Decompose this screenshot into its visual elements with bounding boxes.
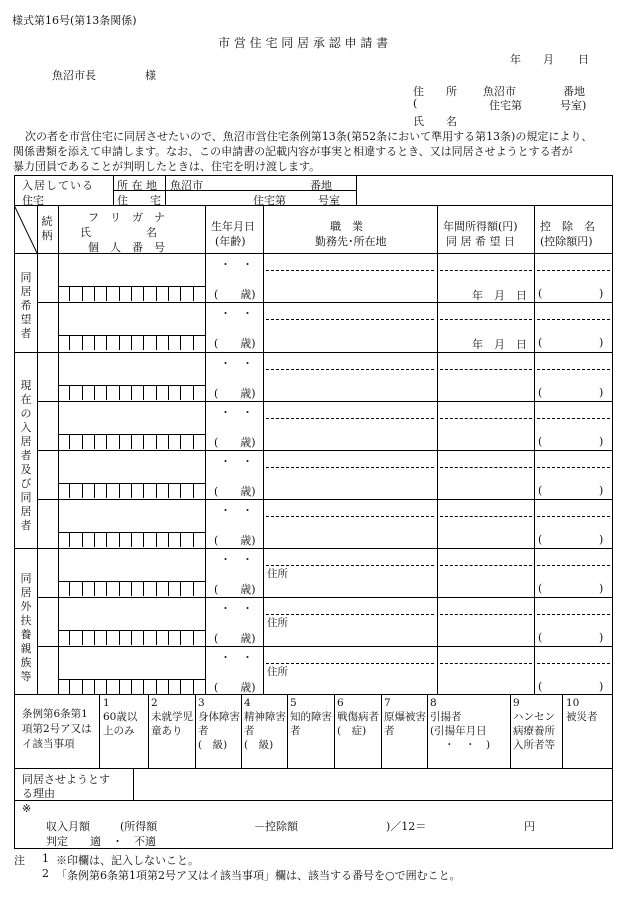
personal-number-boxes[interactable] xyxy=(58,286,205,301)
personal-number-boxes[interactable] xyxy=(58,385,205,400)
ordinance-item-text: 身体障害者 xyxy=(198,711,240,737)
relation-field[interactable] xyxy=(39,403,57,447)
ordinance-item-number: 8 xyxy=(430,697,437,709)
income-field[interactable] xyxy=(440,501,532,545)
dependent-address-label: 住所 xyxy=(267,666,288,678)
addressee-honorific: 様 xyxy=(145,69,156,82)
statement-line-2: 関係書類を添えて申請します。なお、この申請書の記載内容が事実と相違するとき、又は同居させようとする者が xyxy=(13,145,573,158)
birthdate-dots: ・ ・ xyxy=(220,504,253,517)
name-field[interactable] xyxy=(60,599,203,629)
occupation-field[interactable] xyxy=(266,501,434,545)
age-field: ( 歳) xyxy=(214,485,256,498)
form-title: 市 営 住 宅 同 居 承 認 申 請 書 xyxy=(218,36,389,50)
group-dependents: 同居外扶養親族等 xyxy=(20,572,32,683)
ordinance-item-text: 引揚者 xyxy=(430,711,462,723)
reason-field[interactable] xyxy=(140,772,605,796)
occupation-field[interactable] xyxy=(266,599,434,643)
name-field[interactable] xyxy=(60,550,203,580)
group-current-residents: 現在の入居者及び同居者 xyxy=(20,379,32,532)
occupation-field[interactable] xyxy=(266,452,434,496)
age-field: ( 歳) xyxy=(214,288,256,301)
location-city: 魚沼市 xyxy=(170,179,203,192)
deduction-paren-open: ( xyxy=(538,484,543,497)
birthdate-dots: ・ ・ xyxy=(220,357,253,370)
ordinance-item[interactable] xyxy=(337,696,380,738)
age-field: ( 歳) xyxy=(214,436,256,449)
ordinance-item-sub: ( 症) xyxy=(337,725,367,737)
ordinance-item[interactable] xyxy=(290,696,333,738)
deduction-paren-open: ( xyxy=(538,533,543,546)
form-number: 様式第16号(第13条関係) xyxy=(12,14,137,27)
birthdate-dots: ・ ・ xyxy=(220,406,253,419)
relation-field[interactable] xyxy=(39,452,57,496)
header-birth: 生年月日 xyxy=(211,220,255,233)
header-move-date: 同 居 希 望 日 xyxy=(446,235,515,248)
ordinance-item-number: 7 xyxy=(384,697,391,709)
personal-number-boxes[interactable] xyxy=(58,630,205,645)
name-field[interactable] xyxy=(60,354,203,384)
ordinance-item-number: 6 xyxy=(337,697,344,709)
move-date: 年 月 日 xyxy=(472,289,527,302)
occupation-field[interactable] xyxy=(266,403,434,447)
applicant-address-city: 魚沼市 xyxy=(483,85,516,98)
header-deduction-amount: (控除額円) xyxy=(540,235,593,248)
relation-field[interactable] xyxy=(39,648,57,692)
diagonal-corner xyxy=(14,205,38,253)
ordinance-item[interactable] xyxy=(198,696,240,752)
relation-field[interactable] xyxy=(39,354,57,398)
name-field[interactable] xyxy=(60,255,203,285)
ordinance-item-number: 5 xyxy=(290,697,297,709)
ordinance-item-number: 10 xyxy=(566,697,580,709)
relation-field[interactable] xyxy=(39,255,57,299)
income-field[interactable] xyxy=(440,304,532,348)
deduction-paren-open: ( xyxy=(538,631,543,644)
date-month: 月 xyxy=(543,53,554,66)
deduction-field[interactable] xyxy=(537,599,610,643)
applicant-paren: ( xyxy=(413,97,418,110)
deduction-field[interactable] xyxy=(537,304,610,348)
statement-line-3: 暴力団員であることが判明したときは、住宅を明け渡します。 xyxy=(13,160,321,173)
ordinance-item-text: 原爆被害者 xyxy=(384,711,426,737)
note-1-num: 1 xyxy=(42,852,49,865)
residence-label-bottom: 住宅 xyxy=(22,194,44,207)
location-label: 所 在 地 xyxy=(117,179,157,192)
move-date: 年 月 日 xyxy=(472,338,527,351)
income-yen: 円 xyxy=(524,820,535,833)
income-field[interactable] xyxy=(440,648,532,692)
relation-field[interactable] xyxy=(39,501,57,545)
reason-label-top: 同居させようとす xyxy=(22,773,110,786)
deduction-paren-close: ) xyxy=(599,631,604,644)
ordinance-item-text: 被災者 xyxy=(566,711,598,723)
applicant-room: 号室) xyxy=(560,99,587,112)
personal-number-boxes[interactable] xyxy=(58,581,205,596)
applicant-name-label: 氏 名 xyxy=(413,115,457,128)
ordinance-item[interactable] xyxy=(430,696,508,752)
deduction-field[interactable] xyxy=(537,255,610,299)
applicant-banchi: 番地 xyxy=(563,85,585,98)
header-workplace: 勤務先･所在地 xyxy=(315,235,387,248)
deduction-field[interactable] xyxy=(537,550,610,594)
age-field: ( 歳) xyxy=(214,583,256,596)
applicant-address-label: 住 所 xyxy=(413,85,457,98)
birthdate-dots: ・ ・ xyxy=(220,553,253,566)
deduction-paren-open: ( xyxy=(538,680,543,693)
date-day: 日 xyxy=(578,53,589,66)
name-field[interactable] xyxy=(60,648,203,678)
deduction-field[interactable] xyxy=(537,452,610,496)
occupation-field[interactable] xyxy=(266,550,434,594)
judgement: 判定 適 ・ 不適 xyxy=(46,835,156,848)
occupation-field[interactable] xyxy=(266,304,434,348)
age-field: ( 歳) xyxy=(214,337,256,350)
official-mark: ※ xyxy=(22,802,32,815)
ordinance-item-sub: ( 級) xyxy=(198,739,228,751)
ordinance-item[interactable] xyxy=(151,696,194,738)
header-name: 氏 名 xyxy=(80,226,157,239)
location-banchi: 番地 xyxy=(310,179,332,192)
income-shotoku: (所得額 xyxy=(120,820,158,833)
deduction-paren-close: ) xyxy=(599,582,604,595)
header-occupation: 職 業 xyxy=(330,220,363,233)
reason-label-bottom: る理由 xyxy=(22,787,55,800)
ordinance-item[interactable] xyxy=(384,696,426,738)
deduction-paren-close: ) xyxy=(599,533,604,546)
name-field[interactable] xyxy=(60,403,203,433)
deduction-paren-close: ) xyxy=(599,484,604,497)
income-field[interactable] xyxy=(440,599,532,643)
birthdate-dots: ・ ・ xyxy=(220,455,253,468)
age-field: ( 歳) xyxy=(214,387,256,400)
header-personal-number: 個 人 番 号 xyxy=(88,241,165,254)
ordinance-label: 条例第6条第1項第2号ア又はイ該当事項 xyxy=(22,708,92,750)
birthdate-dots: ・ ・ xyxy=(220,651,253,664)
dependent-address-label: 住所 xyxy=(267,617,288,629)
birthdate-dots: ・ ・ xyxy=(220,602,253,615)
occupation-field[interactable] xyxy=(266,255,434,299)
deduction-paren-open: ( xyxy=(538,386,543,399)
ordinance-item[interactable] xyxy=(244,696,286,752)
header-age: (年齢) xyxy=(215,235,246,248)
birthdate-dots: ・ ・ xyxy=(220,258,253,271)
income-field[interactable] xyxy=(440,452,532,496)
personal-number-boxes[interactable] xyxy=(58,532,205,547)
header-relation: 続柄 xyxy=(41,215,53,242)
personal-number-boxes[interactable] xyxy=(58,434,205,449)
ordinance-item-text: 精神障害者 xyxy=(244,711,286,737)
deduction-field[interactable] xyxy=(537,501,610,545)
deduction-field[interactable] xyxy=(537,354,610,398)
note-1: ※印欄は、記入しないこと。 xyxy=(56,854,199,867)
header-income: 年間所得額(円) xyxy=(443,220,518,233)
deduction-paren-close: ) xyxy=(599,386,604,399)
deduction-paren-open: ( xyxy=(538,287,543,300)
ordinance-item-number: 9 xyxy=(513,697,520,709)
ordinance-item-number: 4 xyxy=(244,697,251,709)
ordinance-item-text: 知的障害者 xyxy=(290,711,332,737)
header-furigana: フ リ ガ ナ xyxy=(88,211,165,224)
ordinance-item-number: 1 xyxy=(103,697,110,709)
ordinance-item[interactable] xyxy=(513,696,560,752)
deduction-paren-open: ( xyxy=(538,582,543,595)
jutaku-dai: 住宅第 xyxy=(253,194,286,207)
jutaku-gou: 号室 xyxy=(318,194,340,207)
name-field[interactable] xyxy=(60,304,203,334)
personal-number-boxes[interactable] xyxy=(58,335,205,350)
dependent-address-label: 住所 xyxy=(267,568,288,580)
occupation-field[interactable] xyxy=(266,354,434,398)
income-field[interactable] xyxy=(440,354,532,398)
relation-field[interactable] xyxy=(39,304,57,348)
ordinance-item-number: 2 xyxy=(151,697,158,709)
jutaku-label: 住 宅 xyxy=(117,194,161,207)
deduction-paren-close: ) xyxy=(599,336,604,349)
personal-number-boxes[interactable] xyxy=(58,679,205,694)
group-applicants: 同居希望者 xyxy=(20,271,32,340)
deduction-paren-close: ) xyxy=(599,680,604,693)
income-field[interactable] xyxy=(440,403,532,447)
date-year: 年 xyxy=(510,53,521,66)
age-field: ( 歳) xyxy=(214,681,256,694)
ordinance-item-sub: ( 級) xyxy=(244,739,274,751)
ordinance-item-text: ハンセン病療養所入所者等 xyxy=(513,711,555,751)
name-field[interactable] xyxy=(60,501,203,531)
deduction-paren-close: ) xyxy=(599,435,604,448)
deduction-field[interactable] xyxy=(537,648,610,692)
income-label: 収入月額 xyxy=(46,820,90,833)
ordinance-item-number: 3 xyxy=(198,697,205,709)
deduction-paren-open: ( xyxy=(538,435,543,448)
deduction-field[interactable] xyxy=(537,403,610,447)
deduction-paren-close: ) xyxy=(599,287,604,300)
relation-field[interactable] xyxy=(39,599,57,643)
personal-number-boxes[interactable] xyxy=(58,483,205,498)
notes-label: 注 xyxy=(14,854,25,867)
birthdate-dots: ・ ・ xyxy=(220,307,253,320)
ordinance-item-text: 戦傷病者 xyxy=(337,711,379,723)
income-div12: )／12＝ xyxy=(386,820,427,833)
age-field: ( 歳) xyxy=(214,632,256,645)
statement-line-1: 次の者を市営住宅に同居させたいので、魚沼市営住宅条例第13条(第52条において準用する第13条)の規定により、 xyxy=(25,130,593,143)
occupation-field[interactable] xyxy=(266,648,434,692)
residence-label-top: 入居している xyxy=(22,179,94,192)
deduction-paren-open: ( xyxy=(538,336,543,349)
age-field: ( 歳) xyxy=(214,534,256,547)
income-koujo: －控除額 xyxy=(254,820,298,833)
ordinance-item-sub: (引揚年月日 xyxy=(430,725,487,737)
ordinance-item[interactable] xyxy=(566,696,610,724)
ordinance-item-text: 未就学児童あり xyxy=(151,711,193,737)
applicant-jutaku: 住宅第 xyxy=(489,99,522,112)
note-2-num: 2 xyxy=(42,867,49,880)
income-field[interactable] xyxy=(440,550,532,594)
relation-field[interactable] xyxy=(39,550,57,594)
ordinance-item[interactable] xyxy=(103,696,147,738)
ordinance-item-text: 60歳以上のみ xyxy=(103,711,138,737)
addressee: 魚沼市長 xyxy=(52,69,96,82)
name-field[interactable] xyxy=(60,452,203,482)
ordinance-item-sub2: ・ ・ ) xyxy=(444,739,491,751)
income-field[interactable] xyxy=(440,255,532,299)
note-2: 「条例第6条第1項第2号ア又はイ該当事項」欄は、該当する番号を○で囲むこと。 xyxy=(56,869,461,882)
header-deduction: 控 除 名 xyxy=(540,220,595,233)
